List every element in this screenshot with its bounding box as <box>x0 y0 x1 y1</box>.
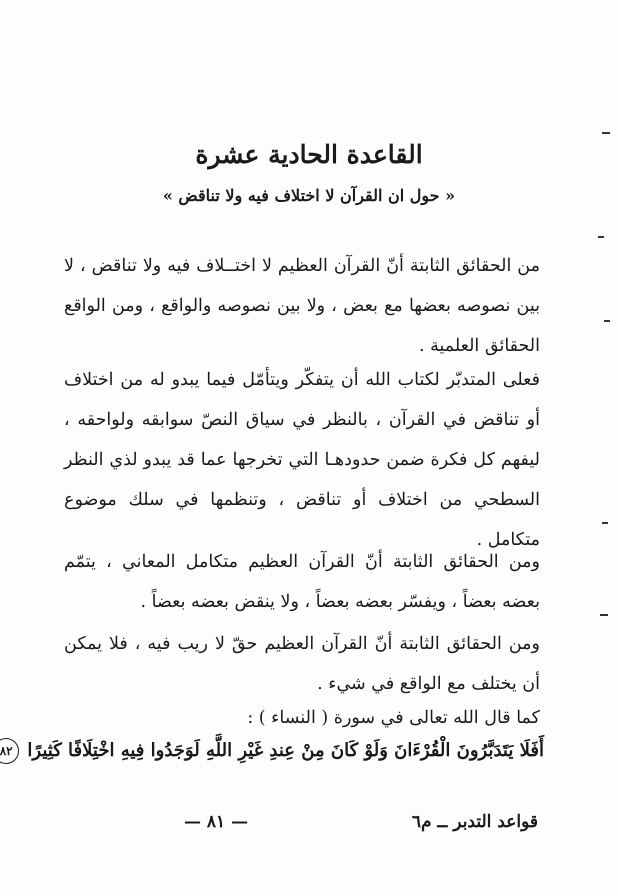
paragraph-4 <box>64 624 540 704</box>
page-title: القاعدة الحادية عشرة <box>195 140 423 169</box>
page-footer <box>64 812 538 832</box>
verse-number-badge: ٨٢ <box>0 738 19 764</box>
paragraph-3-text: ومن الحقائق الثابتة أنّ القرآن العظيم متكامل المعاني ، يتمّم بعضه بعضاً ، ويفسّر بعضه بعضاً ، ولا ينقض بعضه بعضاً . <box>64 552 540 612</box>
paragraph-5-text: كما قال الله تعالى في سورة ( النساء ) : <box>247 708 540 728</box>
margin-mark <box>600 614 608 616</box>
page-subtitle: « حول ان القرآن لا اختلاف فيه ولا تناقض » <box>162 186 456 205</box>
page-number: — ٨١ — <box>184 812 249 832</box>
margin-mark <box>602 132 610 134</box>
paragraph-2-text: فعلى المتدبّر لكتاب الله أن يتفكّر ويتأمّل فيما يبدو له من اختلاف أو تناقض في القرآن ، بالنظر في سياق النصّ سوابقه ولواحقه ، ليفهم كل فكرة ضمن حدودهـا التي تخرجها عما قد يبدو لذي النظر السطحي من اختلاف أو تناقض ، وتنظمها في سلك موضوع متكامل . <box>64 370 540 550</box>
paragraph-2 <box>64 360 540 560</box>
paragraph-4-text: ومن الحقائق الثابتة أنّ القرآن العظيم حقّ لا ريب فيه ، فلا يمكن أن يختلف مع الواقع في شيء . <box>64 634 540 694</box>
paragraph-5 <box>64 698 540 738</box>
paragraph-1 <box>64 246 540 366</box>
paragraph-1-text: من الحقائق الثابتة أنّ القرآن العظيم لا اختــلاف فيه ولا تناقض ، لا بين نصوصه بعضها مع بعض ، ولا بين نصوصه والواقع ، ومن الواقع الحقائق العلمية . <box>64 256 540 356</box>
paragraph-3 <box>64 542 540 622</box>
margin-mark <box>604 320 610 322</box>
footer-signature: قواعد التدبر ــ م٦ <box>411 812 538 832</box>
verse-text: أَفَلَا يَتَدَبَّرُونَ الْقُرْءَانَ وَلَوْ كَانَ مِنْ عِندِ غَيْرِ اللَّهِ لَوَجَدُوا فِيهِ اخْتِلَافًا كَثِيرًا <box>27 740 544 761</box>
margin-mark <box>598 236 604 238</box>
margin-mark <box>602 522 608 524</box>
quran-verse <box>0 738 544 764</box>
